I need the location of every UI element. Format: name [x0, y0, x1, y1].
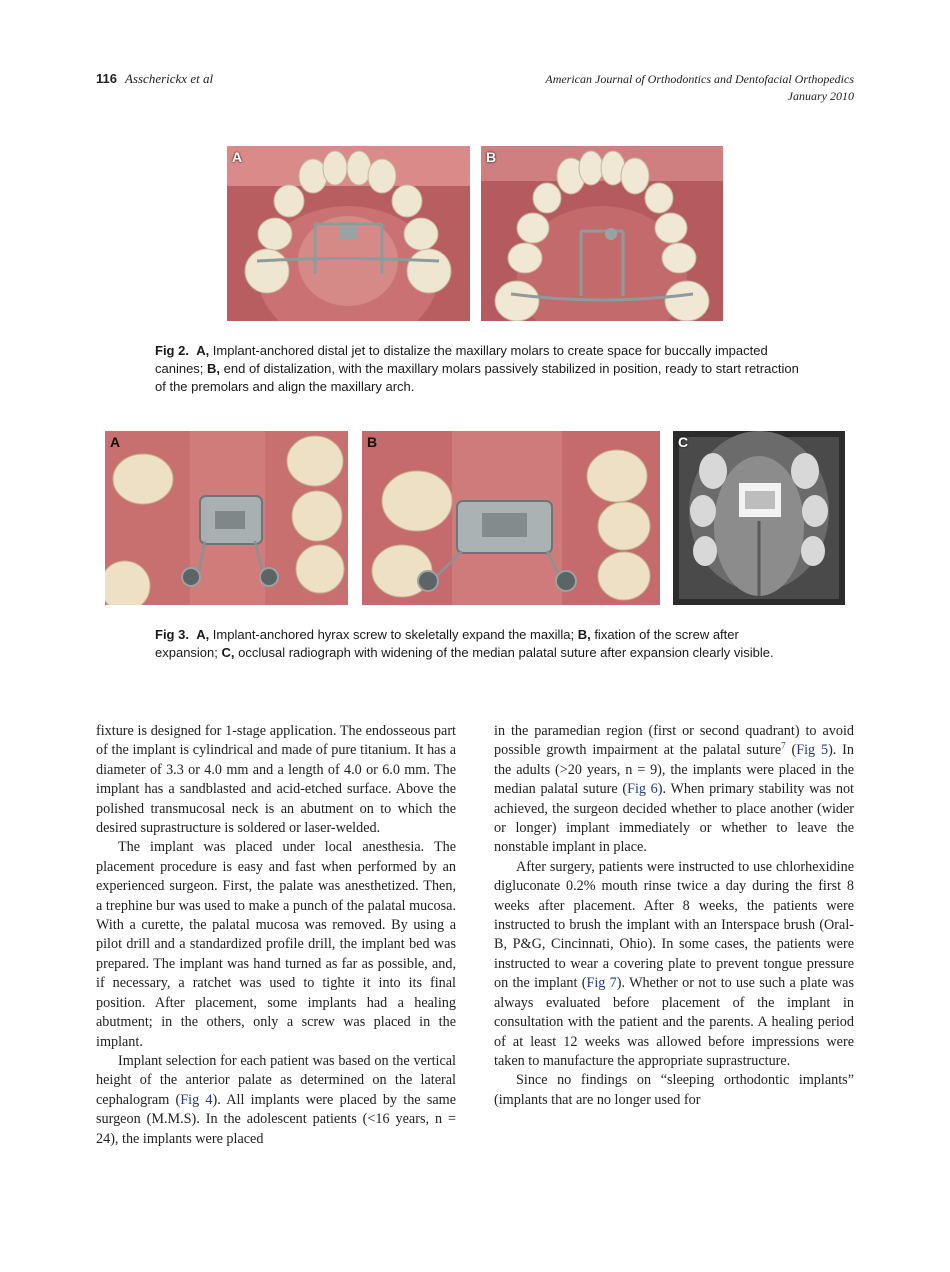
left-paragraph-3: [96, 1052, 456, 1149]
left-paragraph-1: fixture is designed for 1-stage application. The endosseous part of the implant is cylindrical and made of pure titanium. It has a diameter of 3.3 or 4.0 mm and a length of 4.0 or 6.0 mm. The implant has a sandblasted and acid-etched surface. Above the polished transmucosal neck is an abutment on to which the desired suprastructure is soldered or laser-welded.: [96, 723, 456, 837]
left-paragraph-3-text-b: ). All implants were placed by the same surgeon (M.M.S). In the adolescent patients (<16 years, n = 24), the implants were placed: [96, 1091, 456, 1147]
right-paragraph-1-text-b: (: [785, 742, 797, 759]
right-paragraph-1-text-c: ). In the adults (>20 years, n = 9), the implants were placed in the median palatal suture (: [494, 742, 854, 798]
fig3-photo-b: [362, 431, 660, 605]
running-header-right: [545, 71, 854, 105]
fig3-caption: [155, 626, 800, 662]
page-number: 116: [96, 71, 117, 86]
issue-date: January 2010: [787, 89, 854, 103]
fig2-photo-b: [481, 146, 723, 321]
running-authors: Asscherickx et al: [124, 71, 214, 86]
fig4-link[interactable]: Fig 4: [180, 1091, 213, 1108]
fig3-caption-part-b-text: fixation of the screw after expansion;: [155, 627, 739, 660]
fig3-panel-label-c: C: [678, 434, 689, 450]
fig2-photo-b-image: [481, 146, 723, 321]
fig2-caption-part-a-label: A,: [196, 343, 210, 358]
left-paragraph-3-text-a: Implant selection for each patient was based on the vertical height of the anterior palate as determined on the lateral cephalogram (: [96, 1052, 456, 1108]
right-paragraph-2-text-a: After surgery, patients were instructed to use chlorhexidine digluconate 0.2% mouth rinse twice a day during the first 8 weeks after placement. After 8 weeks, the patients were instructed to brush the implant with an Interspace brush (Oral-B, P&G, Cincinnati, Ohio). In some cases, the patients were instructed to wear a covering plate to prevent tongue pressure on the implant (: [494, 858, 854, 992]
fig5-link[interactable]: Fig 5: [796, 742, 829, 759]
fig2-caption-part-b-text: end of distalization, with the maxillary molars passively stabilized in position, ready to start retraction of the premolars and align the maxillary arch.: [155, 361, 799, 394]
fig3-caption-part-c-label: C,: [221, 645, 235, 660]
right-paragraph-1-text-a: in the paramedian region (first or second quadrant) to avoid possible growth impairment at the palatal suture: [494, 723, 854, 759]
fig2-caption-part-a-text: Implant-anchored distal jet to distalize the maxillary molars to create space for buccally impacted canines;: [155, 343, 768, 376]
right-paragraph-1-text-d: ). When primary stability was not achieved, the surgeon decided whether to place another (wider or longer) implant immediately or whether to leave the nonstable implant in place.: [494, 781, 854, 856]
fig3-caption-part-a-label: A,: [196, 627, 210, 642]
left-paragraph-2: The implant was placed under local anesthesia. The placement procedure is easy and fast when performed by an experienced surgeon. First, the palate was anesthetized. Then, a trephine bur was used to make a punch of the palatal mucosa. With a curette, the palatal mucosa was removed. By using a pilot drill and a standardized profile drill, the implant bed was prepared. The implant was hand turned as far as possible, and, if necessary, a ratchet was used to tighte it into its final position. After placement, some implants had a healing abutment; in the others, only a screw was placed in the implant.: [96, 839, 456, 1050]
fig3-panel-label-a: A: [110, 434, 121, 450]
right-column: [494, 722, 854, 1110]
fig3-radiograph-image: [673, 431, 845, 605]
fig3-photo-a-image: [105, 431, 348, 605]
fig2-panel-label-b: B: [486, 149, 497, 165]
fig7-link[interactable]: Fig 7: [586, 975, 617, 992]
fig2-caption-label: Fig 2.: [155, 343, 189, 358]
fig3-caption-part-b-label: B,: [577, 627, 591, 642]
fig3-photo-b-image: [362, 431, 660, 605]
fig2-panel-label-a: A: [232, 149, 243, 165]
fig3-caption-part-c-text: occlusal radiograph with widening of the median palatal suture after expansion clearly visible.: [234, 645, 774, 660]
fig2-photo-a-image: [227, 146, 470, 321]
journal-name: American Journal of Orthodontics and Dentofacial Orthopedics: [545, 72, 854, 86]
fig2-photo-a: [227, 146, 470, 321]
fig2-caption-part-b-label: B,: [207, 361, 221, 376]
running-header-left: [96, 71, 213, 87]
fig3-photo-a: [105, 431, 348, 605]
fig3-photo-c: [673, 431, 845, 605]
fig2-caption: [155, 342, 800, 396]
fig3-panel-label-b: B: [367, 434, 378, 450]
right-paragraph-3: Since no findings on “sleeping orthodontic implants” (implants that are no longer used for: [494, 1072, 854, 1108]
left-column: [96, 722, 456, 1149]
right-paragraph-1: [494, 722, 854, 858]
reference-7-link[interactable]: 7: [781, 740, 786, 751]
fig3-caption-part-a-text: Implant-anchored hyrax screw to skeletally expand the maxilla;: [209, 627, 578, 642]
fig3-caption-label: Fig 3.: [155, 627, 189, 642]
right-paragraph-2: [494, 858, 854, 1071]
fig6-link[interactable]: Fig 6: [627, 781, 658, 798]
right-paragraph-2-text-b: ). Whether or not to use such a plate was always evaluated before placement of the implant in consultation with the patient and the parents. A healing period of at least 12 weeks was allowed before impressions were taken to manufacture the appropriate suprastructure.: [494, 975, 855, 1069]
